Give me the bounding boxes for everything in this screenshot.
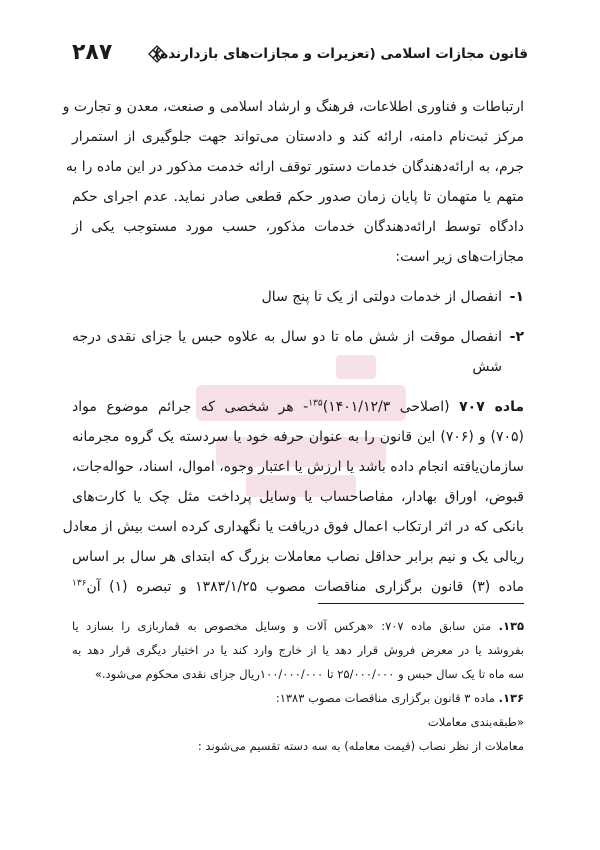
text-line: بانکی که در اثر ارتکاب اعمال فوق دریافت یا نگهداری کرده است بیش از معادل: [62, 519, 524, 535]
text-line: ارتباطات و فناوری اطلاعات، فرهنگ و ارشاد اسلامی و صنعت، معدن و تجارت و: [62, 99, 524, 115]
list-item-2: [72, 322, 524, 382]
footnote-number: ۱۳۶.: [498, 691, 524, 705]
footnote-136: [72, 686, 524, 710]
paragraph-intro: [62, 92, 524, 272]
footnote-text: متن سابق ماده ۷۰۷: «هرکس آلات و وسایل مخصوص به قماربازی را بسازد یا: [72, 619, 499, 633]
footnote-text: بفروشد یا در معرض فروش قرار دهد یا از خارج وارد کند یا در اختیار دیگری قرار دهد به: [72, 643, 524, 657]
text-line: ریالی یک و نیم برابر حداقل نصاب معاملات بزرگ که ابتدای هر سال بر اساس: [72, 549, 524, 565]
footnote-number: ۱۳۵.: [498, 619, 524, 633]
footnote-text: معاملات از نظر نصاب (قیمت معامله) به سه دسته تقسیم می‌شوند :: [197, 739, 524, 753]
footnotes: [72, 614, 524, 758]
list-item-1: [72, 282, 524, 312]
text-line: مرکز ثبت‌نام دامنه، ارائه کند و دادستان می‌تواند جهت جلوگیری از استمرار: [72, 129, 524, 145]
article-text: - هر شخصی که جرائم موضوع مواد: [72, 399, 309, 415]
article-first-line: [72, 392, 524, 422]
list-number: ۱-: [509, 289, 524, 305]
article-amendment: (اصلاحی ۱۴۰۱/۱۲/۳): [322, 399, 460, 415]
text-line: ماده (۳) قانون برگزاری مناقصات مصوب ۱۳۸۳/۱/۲۵ و تبصره (۱) آن: [86, 579, 524, 595]
article-707: [62, 392, 525, 602]
text-line: دادگاه توسط ارائه‌دهندگان خدمات مذکور، حسب مورد مستوجب یکی از: [72, 219, 524, 235]
text-line: جرم، به ارائه‌دهندگان خدمات دستور توقف ارائه خدمت مذکور در این ماده را به: [65, 159, 524, 175]
footnote-text: «طبقه‌بندی معاملات: [427, 715, 524, 729]
running-title: قانون مجازات اسلامی (تعزیرات و مجازات‌های بازدارنده): [154, 46, 528, 62]
article-last-line: [72, 572, 524, 602]
page-header: [72, 38, 528, 72]
footnote-ref[interactable]: ۱۳۶: [72, 578, 87, 589]
list-text: انفصال موقت از شش ماه تا دو سال به علاوه حبس یا جزای نقدی درجه: [72, 329, 502, 345]
main-text: [62, 92, 525, 602]
page-number: ۲۸۷: [72, 40, 113, 65]
text-line: مجازات‌های زیر است:: [395, 249, 524, 265]
list-number: ۲-: [509, 329, 524, 345]
list-text: انفصال از خدمات دولتی از یک تا پنج سال: [261, 289, 502, 305]
text-line: متهم یا متهمان تا پایان زمان صدور حکم قطعی صادر نماید. عدم اجرای حکم: [72, 189, 524, 205]
text-line: (۷۰۵) و (۷۰۶) این قانون را به عنوان حرفه خود یا سردسته یک گروه مجرمانه: [72, 429, 525, 445]
footnote-135: [72, 614, 524, 638]
footnote-ref[interactable]: ۱۳۵: [308, 398, 323, 409]
footnote-text: سه ماه تا یک سال حبس و ۲۵/۰۰۰/۰۰۰ تا ۱۰۰/۰۰۰/۰۰۰ریال جزای نقدی محکوم می‌شود.»: [94, 667, 524, 681]
footnote-text: ماده ۳ قانون برگزاری مناقصات مصوب ۱۳۸۳:: [275, 691, 499, 705]
article-label: ماده ۷۰۷: [459, 399, 525, 415]
list-text: شش: [472, 359, 502, 375]
text-line: قبوض، اوراق بهادار، مفاصاحساب یا وسایل پرداخت مثل چک یا کارت‌های: [72, 489, 524, 505]
text-line: سازمان‌یافته انجام داده باشد یا ارزش یا اعتبار وجوه، اموال، اسناد، حواله‌جات،: [71, 459, 524, 475]
footnote-divider: [318, 603, 524, 604]
